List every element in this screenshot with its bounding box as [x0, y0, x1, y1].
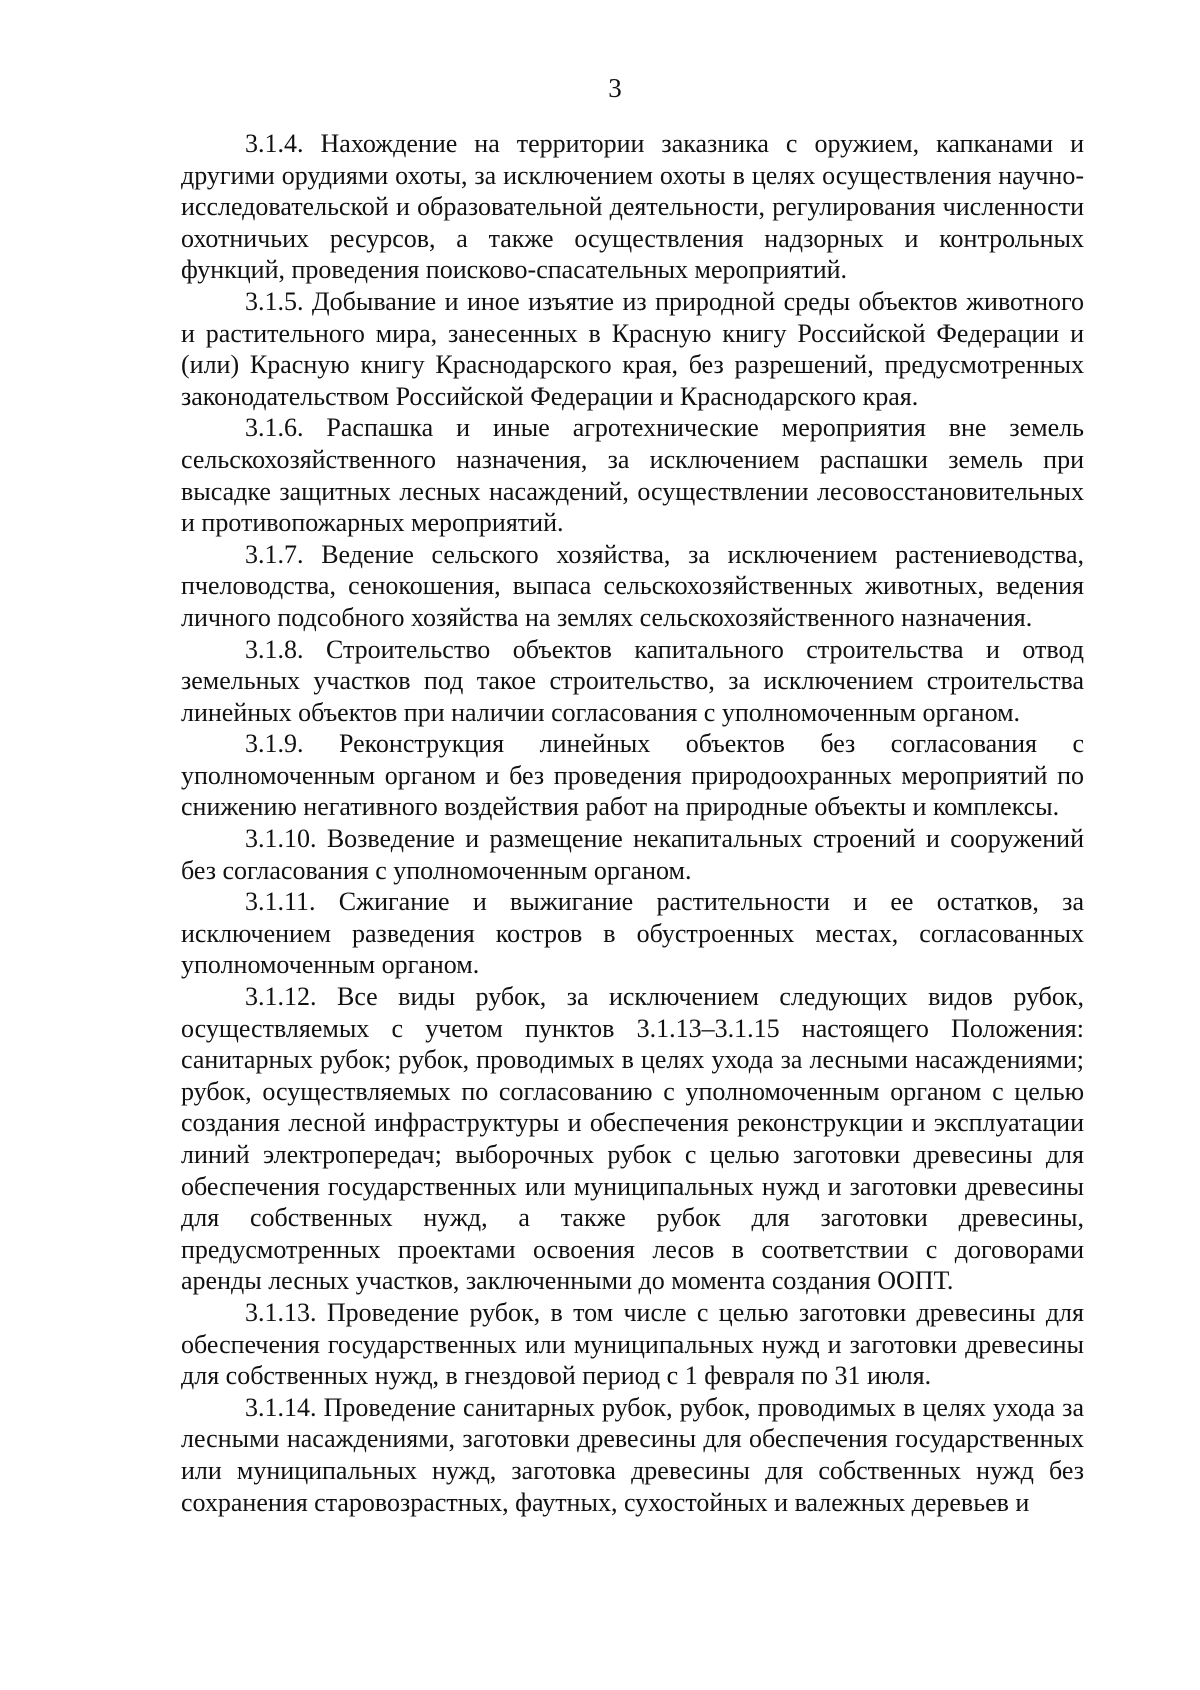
paragraph-3-1-14: 3.1.14. Проведение санитарных рубок, рубок, проводимых в целях ухода за лесными насаждениями, заготовки древесины для обеспечения государственных или муниципальных нужд, заготовка древесины для собственных нужд без сохранения старовозрастных, фаутных, сухостойных и валежных деревьев и	[181, 1392, 1084, 1517]
paragraph-3-1-9: 3.1.9. Реконструкция линейных объектов без согласования с уполномоченным органом и без проведения природоохранных мероприятий по снижению негативного воздействия работ на природные объекты и комплексы.	[181, 729, 1084, 822]
page-number: 3	[608, 73, 622, 103]
paragraph-3-1-11: 3.1.11. Сжигание и выжигание растительности и ее остатков, за исключением разведения костров в обустроенных местах, согласованных уполномоченным органом.	[181, 887, 1084, 980]
paragraph-3-1-13: 3.1.13. Проведение рубок, в том числе с целью заготовки древесины для обеспечения государственных или муниципальных нужд и заготовки древесины для собственных нужд, в гнездовой период с 1 февраля по 31 июля.	[181, 1297, 1084, 1391]
paragraph-3-1-8: 3.1.8. Строительство объектов капитального строительства и отвод земельных участков под такое строительство, за исключением строительства линейных объектов при наличии согласования с уполномоченным органом.	[181, 634, 1084, 727]
paragraph-3-1-5: 3.1.5. Добывание и иное изъятие из природной среды объектов животного и растительного мира, занесенных в Красную книгу Российской Федерации и (или) Красную книгу Краснодарского края, без разрешений, предусмотренных законодательством Российской Федерации и Краснодарского края.	[181, 286, 1084, 411]
document-body	[181, 128, 1084, 1518]
paragraph-3-1-4: 3.1.4. Нахождение на территории заказника с оружием, капканами и другими орудиями охоты, за исключением охоты в целях осуществления научно-исследовательской и образовательной деятельности, регулирования численности охотничьих ресурсов, а также осуществления надзорных и контрольных функций, проведения поисково-спасательных мероприятий.	[181, 129, 1084, 285]
paragraph-3-1-6: 3.1.6. Распашка и иные агротехнические мероприятия вне земель сельскохозяйственного назначения, за исключением распашки земель при высадке защитных лесных насаждений, осуществлении лесовосстановительных и противопожарных мероприятий.	[181, 413, 1084, 538]
paragraph-3-1-12: 3.1.12. Все виды рубок, за исключением следующих видов рубок, осуществляемых с учетом пунктов 3.1.13–3.1.15 настоящего Положения: санитарных рубок; рубок, проводимых в целях ухода за лесными насаждениями; рубок, осуществляемых по согласованию с уполномоченным органом с целью создания лесной инфраструктуры и обеспечения реконструкции и эксплуатации линий электропередач; выборочных рубок с целью заготовки древесины для обеспечения государственных или муниципальных нужд и заготовки древесины для собственных нужд, а также рубок для заготовки древесины, предусмотренных проектами освоения лесов в соответствии с договорами аренды лесных участков, заключенными до момента создания ООПТ.	[181, 982, 1084, 1296]
paragraph-3-1-10: 3.1.10. Возведение и размещение некапитальных строений и сооружений без согласования с уполномоченным органом.	[181, 824, 1084, 885]
paragraph-3-1-7: 3.1.7. Ведение сельского хозяйства, за исключением растениеводства, пчеловодства, сенокошения, выпаса сельскохозяйственных животных, ведения личного подсобного хозяйства на землях сельскохозяйственного назначения.	[181, 539, 1084, 632]
